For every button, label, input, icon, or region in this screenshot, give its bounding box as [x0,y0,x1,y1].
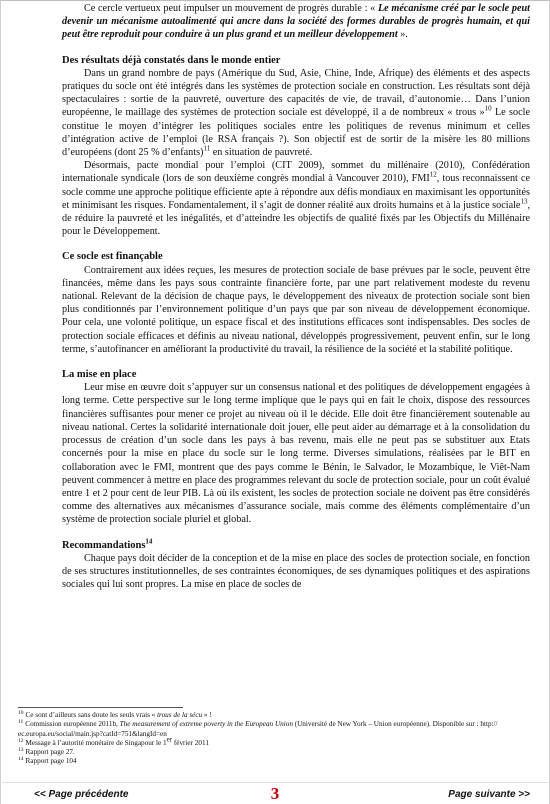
text-run: , tous reconnaissent ce socle comme une approche politique efficiente apte à répondre aux défis mondiaux en maximisant les opportunités et minimisant les risques. Fondamentalement, il s’agit de donner réalité aux droits humains et à la justice sociale [62,173,531,211]
footnote-separator [18,707,183,708]
section-heading [62,539,530,552]
footnote-text: Rapport page 104 [25,757,77,766]
footnote-text: février 2011 [172,738,209,747]
previous-page-link[interactable]: << Page précédente [34,789,129,800]
page-border-left [0,0,1,804]
section-heading [62,250,530,263]
footnote-text: Ce sont d’ailleurs sans doute les seuls vrais « [25,711,158,719]
footnote-ref[interactable]: 11 [203,144,211,153]
footnote-title: trous de la sécu [157,711,203,719]
footnotes [18,711,530,767]
intro-paragraph [62,2,530,42]
footnote-item [18,711,530,720]
section-heading-text: Recommandations [62,539,146,551]
footnote-text: (Université de New York – Union européenne). Disponible sur : http:// ec.europa.eu/social/main.jsp?catId=751&langId=en [18,720,498,738]
section-heading-text: Des résultats déjà constatés dans le monde entier [62,54,281,66]
text-run: Désormais, pacte mondial pour l’emploi (CIT 2009), sommet du millénaire (2010), Confédération internationale syndicale (lors de son deuxième congrès mondial à Vancouver 2010), FMI [62,160,530,185]
section-heading [62,368,530,381]
section-gap [62,238,530,250]
footnote-item [18,757,530,766]
footnote-superscript: er [166,735,173,744]
text-run: Leur mise en œuvre doit s’appuyer sur un consensus national et des politiques de développement engagées à long terme. Cette perspective sur le long terme implique que le pays qui en fait le choix, dispose des ressources financières suffisantes pour mener ce projet au niveau où il le décide. Elle doit être financièrement soutenable au niveau national. Certes la solidarité internationale doit jouer, elle peut aider au démarrage et à la consolidation du processus de création d’un socle dans les pays à bas revenu, mais elle ne peut pas se substituer aux Etats concernés pour la mise en place du socle sur le long terme. Diverses simulations, réalisées par le BIT en collaboration avec le FMI, montrent que des pays comme le Bénin, le Salvador, le Mozambique, le Viêt-Nam peuvent commencer à mettre en place des programmes relevant du socle de protection sociale, pour un coût évalué entre 1 et 2 pour cent de leur PIB. Là où ils existent, les socles de protection sociale ne doivent pas être considérés comme des alternatives aux mécanismes d’assurance sociale, mais comme des éléments complémentaire d’un système de protection sociale pluriel et global. [62,382,530,526]
body-paragraph [62,67,530,159]
text-run: Contrairement aux idées reçues, les mesures de protection sociale de base prévues par le socle, peuvent être financées, même dans les pays sous contrainte financière forte, par une part relativement modeste du revenu national. Relevant de la décision de chaque pays, le développement des niveaux de protection sociale sont bien plus conditionnés par l’environnement politique d’un pays que par son niveau de développement économique. Pour cela, une volonté politique, un espace fiscal et des institutions efficaces sont indispensables. Des socles de protection sociale efficaces et définis au niveau national, développés progressivement, peuvent enfin, sur le long terme, s’autofinancer en améliorant la productivité du travail, la résilience de la société et la stabilité politique. [62,264,530,355]
article-body [62,2,530,591]
footnote-item [18,720,530,739]
intro-quote: Le mécanisme créé par le socle peut devenir un mécanisme autoalimenté qui ancre dans la société des formes durables de progrès humain, et qui peut être reproduit pour conduire à un plus grand et un meilleur développement [62,3,530,41]
section-heading-text: La mise en place [62,369,137,381]
body-paragraph [62,264,530,356]
nav-divider [0,782,550,783]
section-gap [62,356,530,368]
section-gap [62,527,530,539]
body-paragraph [62,381,530,526]
page-border-top [0,0,550,1]
section-gap [62,42,530,54]
intro-tail: ». [397,29,408,41]
footnote-text: Rapport page 27. [25,748,75,757]
footnote-text: Message à l’autorité monétaire de Singapour le 1 [25,738,167,747]
next-page-link[interactable]: Page suivante >> [448,789,530,800]
footnote-number: 10 [18,709,24,716]
footnote-text: Commission européenne 2011b, [25,720,120,729]
sections-container [62,42,530,592]
footnote-text: » ! [202,711,212,719]
footnote-number: 13 [18,746,24,753]
footnote-number: 14 [18,756,24,763]
footnote-item [18,735,530,748]
section-heading [62,54,530,67]
section-heading-text: Ce socle est finançable [62,251,163,263]
footnote-number: 12 [18,737,24,744]
page-number: 3 [270,784,280,803]
body-paragraph [62,159,530,238]
footnote-ref[interactable]: 12 [429,171,437,180]
text-run: Chaque pays doit décider de la conception et de la mise en place des socles de protection sociale, en fonction de ses structures institutionnelles, de ses contraintes économiques, de ses dynamiques politiques et des aspirations sociales qui lui sont propres. La mise en place de socles de [62,552,530,591]
intro-lead: Ce cercle vertueux peut impulser un mouvement de progrès durable : « [84,3,378,14]
footnote-number: 11 [18,718,24,725]
footnote-title: The measurement of extreme poverty in the European Union [119,720,293,729]
body-paragraph [62,552,530,592]
text-run: , de réduire la pauvreté et les inégalités, et d’atteindre les objectifs de qualité fixés par les Objectifs du Millénaire pour le Développement. [62,199,530,238]
footnote-ref[interactable]: 10 [484,105,492,114]
footnote-item [18,748,530,757]
text-run: Le socle constitue le moyen d’intégrer les politiques sociales entre les politiques de revenus minimum et celles d’intégration active de l’emploi (le RSA français ?). Son objectif est de sortir de la misère les 80 millions d’européens (dont 25 % d’enfants) [62,107,530,159]
footnote-ref[interactable]: 13 [520,197,528,206]
footnote-ref[interactable]: 14 [145,537,153,546]
text-run: Dans un grand nombre de pays (Amérique du Sud, Asie, Chine, Inde, Afrique) des éléments et des aspects pratiques du socle ont été intégrés dans les systèmes de protection sociale en construction. Les résultats sont déjà spectaculaires : sortie de la pauvreté, ouverture des capacités de vie, de travail, d’autonomie… Dans l’union européenne, le maillage des systèmes de protection sociale est développé, il a de nombreux « trous » [62,67,530,119]
text-run: en situation de pauvreté. [210,147,313,159]
